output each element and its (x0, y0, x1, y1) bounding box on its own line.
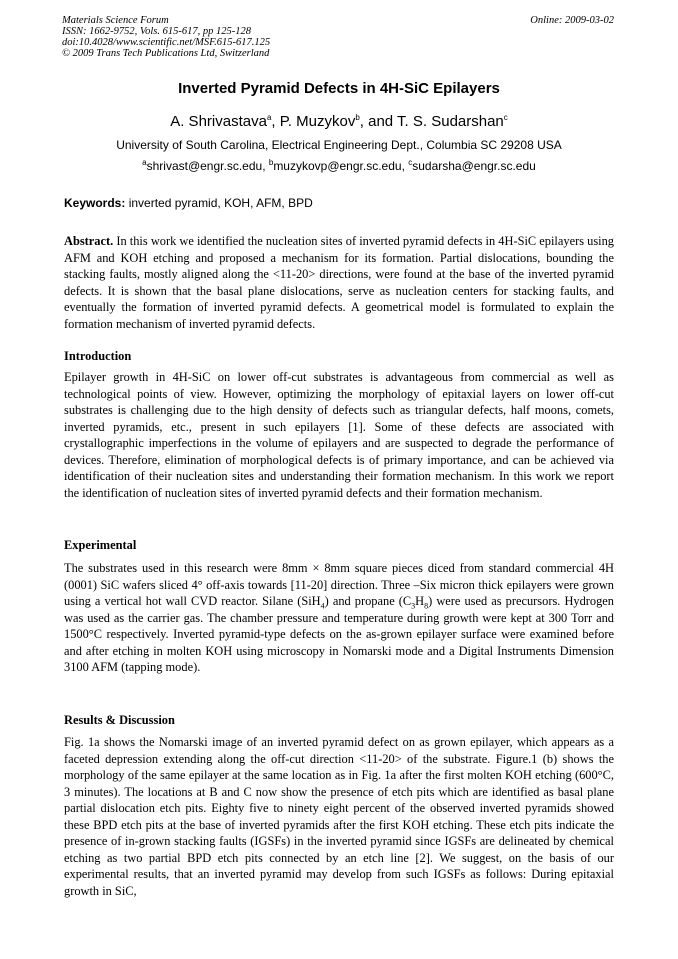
experimental-paragraph (64, 560, 614, 676)
abstract-paragraph (64, 233, 614, 332)
email-address: shrivast@engr.sc.edu (146, 159, 263, 173)
issn-line: ISSN: 1662-9752, Vols. 615-617, pp 125-128 (62, 26, 251, 37)
experimental-heading: Experimental (64, 538, 137, 552)
email-marker: b (268, 158, 274, 167)
author-marker: b (355, 113, 360, 122)
keywords-text: inverted pyramid, KOH, AFM, BPD (125, 196, 313, 210)
email-marker: c (408, 158, 413, 167)
subscript: 3 (411, 601, 416, 611)
doi-line: doi:10.4028/www.scientific.net/MSF.615-617.125 (62, 37, 271, 48)
abstract-text: In this work we identified the nucleation sites of inverted pyramid defects in 4H-SiC epilayers using AFM and KOH etching and proposed a mechanism for its formation. Partial dislocations, bounding the stacking faults, mostly aligned along the <11-20> directions, were found at the base of the inverted pyramid defects. It is shown that the basal plane dislocations, serve as nucleation centers for stacking faults, and eventually the formation of inverted pyramid defects. A geometrical model is formulated to explain the formation mechanism of inverted pyramid defects. (64, 234, 614, 331)
author-separator: , and (359, 113, 398, 130)
journal-header (62, 15, 270, 59)
online-date: Online: 2009-03-02 (530, 15, 614, 26)
experimental-text: H (415, 594, 425, 608)
author-name: P. Muzykov (279, 113, 356, 130)
keywords-label: Keywords: (64, 196, 126, 210)
keywords (64, 196, 313, 210)
author-separator: , (271, 113, 280, 130)
author-list (0, 113, 678, 130)
email-list (0, 159, 678, 173)
author-marker: a (266, 113, 272, 122)
author-name: A. Shrivastava (170, 113, 267, 130)
email-separator: , (401, 159, 409, 173)
author-marker: c (503, 113, 508, 122)
introduction-heading: Introduction (64, 349, 132, 363)
results-heading: Results & Discussion (64, 713, 175, 727)
abstract-label: Abstract. (64, 234, 114, 248)
affiliation: University of South Carolina, Electrical Engineering Dept., Columbia SC 29208 USA (116, 138, 562, 152)
subscript: 8 (424, 601, 429, 611)
experimental-text: ) and propane (C (324, 594, 412, 608)
experimental-text: The substrates used in this research were 8mm × 8mm square pieces diced from standard commercial 4H (0001) SiC wafers sliced 4° off-axis towards [11-20] direction. Three –Six micron thick epilayers were grown using a vertical hot wall CVD reactor. Silane (SiH (64, 561, 614, 608)
email-marker: a (142, 158, 147, 167)
author-name: T. S. Sudarshan (397, 113, 504, 130)
results-paragraph: Fig. 1a shows the Nomarski image of an inverted pyramid defect on as grown epilayer, which appears as a faceted depression extending along the off-cut direction <11-20> of the substrate. Figure.1 (b) shows the morphology of the same epilayer at the same location as in Fig. 1a after the first molten KOH etching (600°C, 3 minutes). The locations at B and C now show the presence of etch pits which are identified as basal plane partial dislocation etch pits. Eighty five to ninety eight percent of the observed inverted pyramids showed these BPD etch pits at the base of inverted pyramids after the first KOH etching. These etch pits indicate the presence of in-grown stacking faults (IGSFs) in the inverted pyramid since IGSFs are delineated by chemical etching as two partial BPD etch pits connected by an etch line [2]. We suggest, on the basis of our experimental results, that an inverted pyramid may develop from such IGSFs as follows: During epitaxial growth in SiC, (64, 735, 614, 898)
copyright-line: © 2009 Trans Tech Publications Ltd, Switzerland (62, 48, 270, 59)
experimental-text: ) were used as precursors. Hydrogen was used as the carrier gas. The chamber pressure and temperature during growth were kept at 300 Torr and 1500°C respectively. Inverted pyramid-type defects on the as-grown epilayer surface were examined before and after etching in molten KOH using microscopy in Nomarski mode and a Digital Instruments Dimension 3100 AFM (tapping mode). (64, 594, 614, 674)
journal-name: Materials Science Forum (62, 15, 169, 26)
introduction-paragraph: Epilayer growth in 4H-SiC on lower off-cut substrates is advantageous from commercial as well as technological points of view. However, optimizing the morphology of epitaxial layers on lower off-cut substrates is challenging due to the high density of defects such as triangular defects, half moons, comets, inverted pyramids, etc., present in such epilayers [1]. Some of these defects are associated with crystallographic imperfections in the volume of epilayers and are suspected to degrade the performance of devices. Therefore, elimination of morphological defects is of primary importance, and can be achieved via identification of their nucleation sites and understanding their formation mechanism. In this work we report the identification of nucleation sites of inverted pyramid defects and their formation mechanism. (64, 370, 614, 500)
paper-title: Inverted Pyramid Defects in 4H-SiC Epilayers (178, 80, 500, 97)
email-separator: , (262, 159, 269, 173)
email-address: muzykovp@engr.sc.edu (273, 159, 402, 173)
email-address: sudarsha@engr.sc.edu (412, 159, 536, 173)
subscript: 4 (320, 601, 325, 611)
